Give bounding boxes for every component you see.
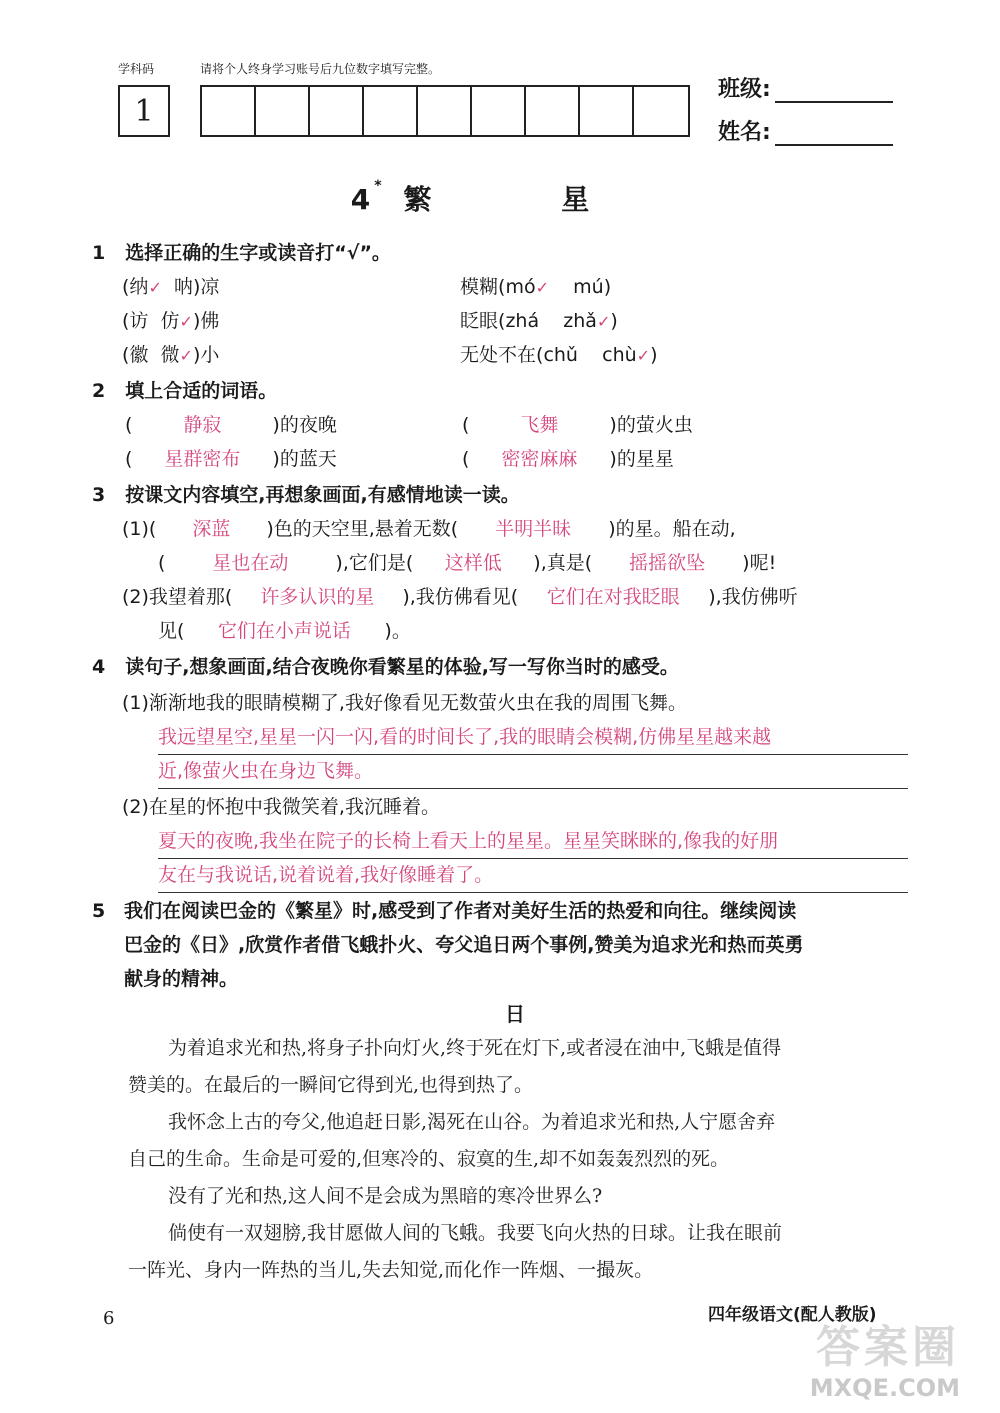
lesson-title [0, 178, 1000, 218]
q4-number: 4 [92, 656, 106, 678]
q3-line-4: 见( 它们在小声说话 )。 [158, 614, 411, 648]
q2-answer[interactable]: 星群密布 [164, 448, 241, 470]
q2-answer[interactable]: 静寂 [183, 414, 222, 436]
q1-choice[interactable]: mó [505, 276, 536, 298]
q4-text: 读句子,想象画面,结合夜晚你看繁星的体验,写一写你当时的感受。 [125, 656, 679, 678]
q1-choice[interactable]: 仿 [160, 310, 180, 332]
q3-answer[interactable]: 这样低 [444, 552, 502, 574]
q1-left-item[interactable]: (徽 微✓)小 [122, 344, 220, 366]
passage-p3: 没有了光和热,这人间不是会成为黑暗的寒冷世界么? [168, 1185, 603, 1207]
q3-text: 按课文内容填空,再想象画面,有感情地读一读。 [125, 484, 520, 506]
page-number: 6 [103, 1308, 115, 1329]
account-cell[interactable] [202, 87, 256, 135]
q2-number: 2 [92, 380, 106, 402]
q1-choice[interactable]: mú [573, 276, 604, 298]
q3-answer[interactable]: 深蓝 [192, 518, 231, 540]
q2-item[interactable]: ( 星群密布 )的蓝天 [125, 442, 337, 476]
passage-p2-line-1: 我怀念上古的夸父,他追赶日影,渴死在山谷。为着追求光和热,人宁愿舍弃 [168, 1111, 776, 1133]
q1-choice[interactable]: 微 [160, 344, 180, 366]
q4-answer-2-line-1[interactable]: 夏天的夜晚,我坐在院子的长椅上看天上的星星。星星笑眯眯的,像我的好朋 [158, 824, 908, 859]
q1-right-item[interactable]: 眨眼(zhá zhǎ✓) [460, 310, 618, 332]
q2-header [92, 374, 277, 408]
q3-answer[interactable]: 星也在动 [212, 552, 289, 574]
q1-choice[interactable]: 徽 [129, 344, 149, 366]
q5-text-line-3: 献身的精神。 [124, 968, 239, 990]
q1-choice[interactable]: zhá [505, 310, 540, 332]
subject-code-label: 学科码 [118, 62, 155, 76]
class-label: 班级: [718, 77, 771, 102]
q1-right-item[interactable]: 模糊(mó✓ mú) [460, 276, 612, 298]
account-cell[interactable] [364, 87, 418, 135]
account-instruction: 请将个人终身学习账号后九位数字填写完整。 [200, 62, 441, 76]
q2-text: 填上合适的词语。 [125, 380, 278, 402]
q3-answer[interactable]: 摇摇欲坠 [629, 552, 706, 574]
q2-item[interactable]: ( 密密麻麻 )的星星 [462, 442, 674, 476]
q3-answer[interactable]: 它们在对我眨眼 [546, 586, 680, 608]
q1-left-item[interactable]: (访 仿✓)佛 [122, 310, 220, 332]
check-mark-icon: ✓ [179, 346, 193, 365]
optional-star: * [374, 178, 386, 194]
lesson-number: 4 [350, 183, 375, 216]
q5-text-line-1: 我们在阅读巴金的《繁星》时,感受到了作者对美好生活的热爱和向往。继续阅读 [124, 900, 797, 922]
account-number-boxes[interactable] [200, 85, 690, 137]
q4-answer-2-line-2[interactable]: 友在与我说话,说着说着,我好像睡着了。 [158, 858, 908, 893]
watermark [810, 1323, 960, 1403]
q3-number: 3 [92, 484, 106, 506]
q3-answer[interactable]: 它们在小声说话 [217, 620, 351, 642]
passage-p1-line-2: 赞美的。在最后的一瞬间它得到光,也得到热了。 [128, 1074, 534, 1096]
class-blank[interactable] [775, 77, 893, 103]
q1-choice[interactable]: chù [602, 344, 637, 366]
account-cell[interactable] [526, 87, 580, 135]
q1-choice[interactable]: 纳 [129, 276, 149, 298]
q3-line-1: (1)( 深蓝 )色的天空里,悬着无数( 半明半昧 )的星。船在动, [122, 512, 736, 546]
name-blank[interactable] [775, 120, 893, 146]
check-mark-icon: ✓ [535, 278, 549, 297]
q4-sentence-2: (2)在星的怀抱中我微笑着,我沉睡着。 [122, 796, 440, 818]
check-mark-icon: ✓ [179, 312, 193, 331]
q1-choice[interactable]: 访 [129, 310, 149, 332]
q2-answer[interactable]: 飞舞 [520, 414, 559, 436]
q4-answer-1-line-2[interactable]: 近,像萤火虫在身边飞舞。 [158, 754, 908, 789]
account-cell[interactable] [256, 87, 310, 135]
q2-answer[interactable]: 密密麻麻 [501, 448, 578, 470]
q3-line-3: (2)我望着那( 许多认识的星 ),我仿佛看见( 它们在对我眨眼 ),我仿佛听 [122, 580, 798, 614]
q3-answer[interactable]: 半明半昧 [495, 518, 572, 540]
q1-left-item[interactable]: (纳✓ 呐)凉 [122, 276, 220, 298]
book-title: 四年级语文(配人教版) [708, 1305, 877, 1325]
passage-title: 日 [505, 1002, 525, 1026]
q5-text-line-2: 巴金的《日》,欣赏作者借飞蛾扑火、夸父追日两个事例,赞美为追求光和热而英勇 [124, 934, 804, 956]
q1-header [92, 236, 391, 270]
watermark-cn: 答案圈 [816, 1322, 960, 1373]
name-label: 姓名: [718, 120, 771, 145]
q4-header [92, 650, 679, 684]
passage-p1-line-1: 为着追求光和热,将身子扑向灯火,终于死在灯下,或者浸在油中,飞蛾是值得 [168, 1037, 782, 1059]
check-mark-icon: ✓ [148, 278, 162, 297]
subject-code-box[interactable]: 1 [118, 85, 170, 137]
name-field[interactable] [718, 115, 893, 146]
passage-p2-line-2: 自己的生命。生命是可爱的,但寒冷的、寂寞的生,却不如轰轰烈烈的死。 [128, 1148, 730, 1170]
passage-p4-line-2: 一阵光、身内一阵热的当儿,失去知觉,而化作一阵烟、一撮灰。 [128, 1259, 654, 1281]
account-cell[interactable] [634, 87, 688, 135]
q3-line-2: ( 星也在动 ),它们是( 这样低 ),真是( 摇摇欲坠 )呢! [158, 546, 776, 580]
q4-answer-1-line-1[interactable]: 我远望星空,星星一闪一闪,看的时间长了,我的眼睛会模糊,仿佛星星越来越 [158, 720, 908, 755]
q1-choice[interactable]: zhǎ [563, 310, 597, 332]
account-cell[interactable] [418, 87, 472, 135]
q3-answer[interactable]: 许多认识的星 [260, 586, 375, 608]
q1-right-item[interactable]: 无处不在(chǔ chù✓) [460, 344, 658, 366]
q1-number: 1 [92, 242, 106, 264]
account-cell[interactable] [580, 87, 634, 135]
q1-choice[interactable]: 呐 [173, 276, 193, 298]
watermark-en: MXQE.COM [809, 1374, 960, 1402]
q1-text: 选择正确的生字或读音打“√”。 [125, 242, 391, 264]
class-field[interactable] [718, 72, 893, 103]
lesson-name: 繁 星 [403, 183, 650, 216]
q1-choice[interactable]: chǔ [543, 344, 578, 366]
q2-item[interactable]: ( 飞舞 )的萤火虫 [462, 408, 693, 442]
q5-number: 5 [92, 900, 106, 922]
check-mark-icon: ✓ [596, 312, 611, 331]
q3-header [92, 478, 520, 512]
account-cell[interactable] [310, 87, 364, 135]
q2-item[interactable]: ( 静寂 )的夜晚 [125, 408, 337, 442]
check-mark-icon: ✓ [636, 346, 651, 365]
q4-sentence-1: (1)渐渐地我的眼睛模糊了,我好像看见无数萤火虫在我的周围飞舞。 [122, 692, 687, 714]
passage-p4-line-1: 倘使有一双翅膀,我甘愿做人间的飞蛾。我要飞向火热的日球。让我在眼前 [168, 1222, 783, 1244]
account-cell[interactable] [472, 87, 526, 135]
